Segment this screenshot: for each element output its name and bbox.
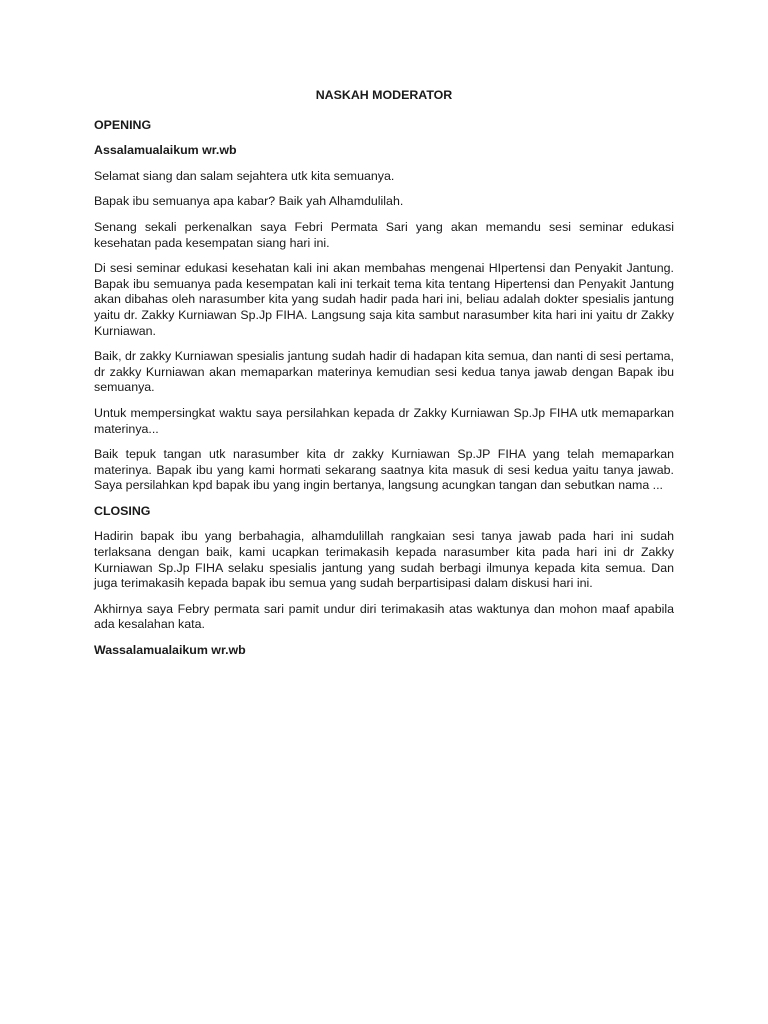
- opening-paragraph: Selamat siang dan salam sejahtera utk kita semuanya.: [94, 168, 395, 183]
- closing-paragraph: Akhirnya saya Febry permata sari pamit undur diri terimakasih atas waktunya dan mohon maaf apabila ada kesalahan kata.: [94, 601, 674, 632]
- closing-greeting: Wassalamualaikum wr.wb: [94, 643, 246, 658]
- opening-paragraph: Di sesi seminar edukasi kesehatan kali ini akan membahas mengenai HIpertensi dan Penyakit Jantung. Bapak ibu semuanya pada kesempatan kali ini terkait tema kita tentang Hipertensi dan Penyakit Jantung akan dibahas oleh narasumber kita yang sudah hadir pada hari ini, beliau adalah dokter spesialis jantung yaitu dr. Zakky Kurniawan Sp.Jp FIHA. Langsung saja kita sambut narasumber kita hari ini yaitu dr Zakky Kurniawan.: [94, 261, 674, 338]
- opening-paragraph: Untuk mempersingkat waktu saya persilahkan kepada dr Zakky Kurniawan Sp.Jp FIHA utk memaparkan materinya...: [94, 405, 674, 436]
- opening-greeting: Assalamualaikum wr.wb: [94, 143, 237, 158]
- opening-paragraph: Senang sekali perkenalkan saya Febri Permata Sari yang akan memandu sesi seminar edukasi kesehatan pada kesempatan siang hari ini.: [94, 219, 674, 250]
- document-body: [94, 88, 674, 669]
- closing-heading: CLOSING: [94, 503, 151, 518]
- opening-heading: OPENING: [94, 117, 152, 132]
- opening-paragraph: Baik, dr zakky Kurniawan spesialis jantung sudah hadir di hadapan kita semua, dan nanti di sesi pertama, dr zakky Kurniawan akan memaparkan materinya kemudian sesi kedua tanya jawab dengan Bapak ibu semuanya.: [94, 349, 674, 395]
- closing-paragraph: Hadirin bapak ibu yang berbahagia, alhamdulillah rangkaian sesi tanya jawab pada hari ini sudah terlaksana dengan baik, kami ucapkan terimakasih kepada narasumber kita pada hari ini dr Zakky Kurniawan Sp.Jp FIHA selaku spesialis jantung yang sudah berbagi ilmunya kepada kita semua. Dan juga terimakasih kepada bapak ibu semua yang sudah berpartisipasi dalam diskusi hari ini.: [94, 529, 674, 591]
- opening-paragraph: Bapak ibu semuanya apa kabar? Baik yah Alhamdulilah.: [94, 194, 404, 209]
- document-title: NASKAH MODERATOR: [315, 88, 453, 102]
- opening-paragraph: Baik tepuk tangan utk narasumber kita dr zakky Kurniawan Sp.JP FIHA yang telah memaparkan materinya. Bapak ibu yang kami hormati sekarang saatnya kita masuk di sesi kedua yaitu tanya jawab. Saya persilahkan kpd bapak ibu yang ingin bertanya, langsung acungkan tangan dan sebutkan nama ...: [94, 447, 674, 493]
